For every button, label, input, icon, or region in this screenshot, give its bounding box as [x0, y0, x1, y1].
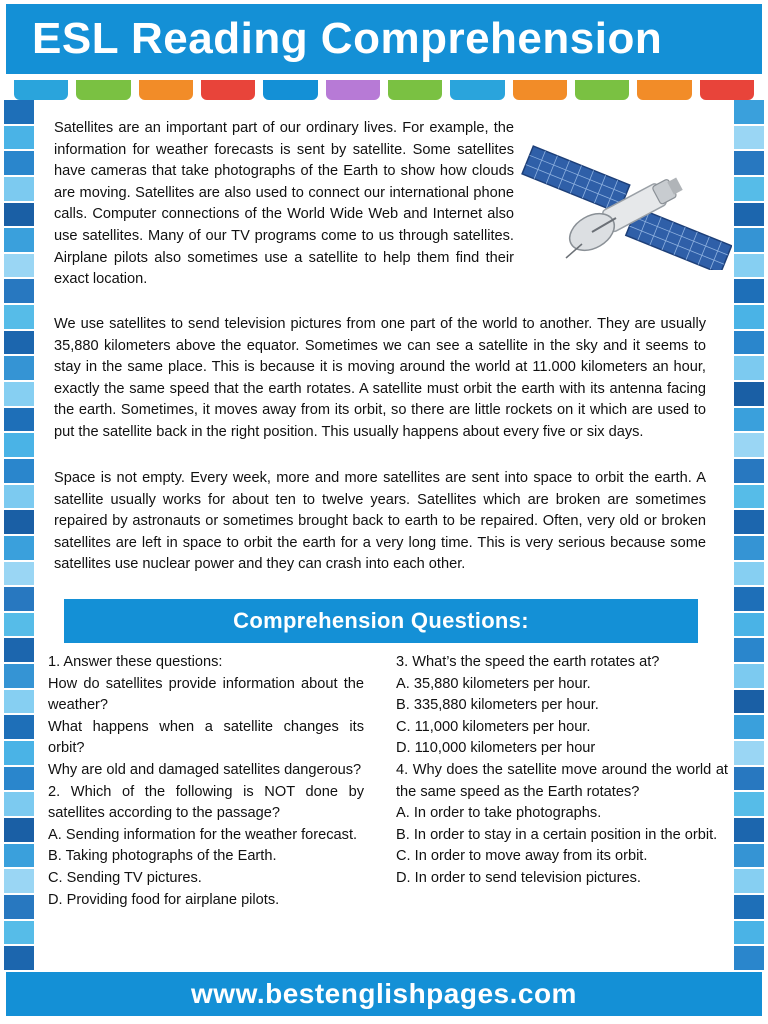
stripe-block — [734, 151, 764, 175]
stripe-block — [734, 485, 764, 509]
questions-right-column — [396, 652, 728, 890]
question-line: What happens when a satellite changes its orbit? — [48, 718, 364, 757]
question-line: D. In order to send television pictures. — [396, 869, 641, 886]
stripe-block — [4, 536, 34, 560]
stripe-block — [4, 792, 34, 816]
stripe-block — [4, 869, 34, 893]
stripe-block — [734, 946, 764, 970]
stripe-block — [4, 921, 34, 945]
stripe-block — [4, 818, 34, 842]
question-line: A. 35,880 kilometers per hour. — [396, 675, 591, 692]
stripe-block — [4, 844, 34, 868]
stripe-block — [734, 869, 764, 893]
stripe-block — [4, 741, 34, 765]
stripe-block — [734, 741, 764, 765]
color-tab — [513, 80, 567, 100]
stripe-block — [4, 433, 34, 457]
stripe-block — [4, 946, 34, 970]
stripe-block — [734, 228, 764, 252]
question-line: How do satellites provide information about the weather? — [48, 675, 364, 714]
question-line: 1. Answer these questions: — [48, 654, 223, 670]
stripe-block — [734, 203, 764, 227]
passage-paragraph-1: Satellites are an important part of our ordinary lives. For example, the information for weather forecasts is sent by satellite. Some satellites have cameras that take photographs of the Earth to show how clouds are moving. Satellites are also used to connect our international phone calls. Computer connections of the World Wide Web and Internet also use satellites. Many of our TV programs come to us through satellites. Airplane pilots also sometimes use a satellite to help them find their exact location. — [54, 120, 514, 288]
question-line: C. In order to move away from its orbit. — [396, 848, 648, 865]
color-tab — [326, 80, 380, 100]
color-tab — [76, 80, 130, 100]
right-border-stripe — [734, 100, 764, 970]
question-line: D. 110,000 kilometers per hour — [396, 740, 596, 757]
stripe-block — [734, 433, 764, 457]
color-tab — [201, 80, 255, 100]
question-line: 3. What’s the speed the earth rotates at? — [396, 654, 660, 670]
stripe-block — [4, 638, 34, 662]
stripe-block — [4, 279, 34, 303]
stripe-block — [4, 356, 34, 380]
stripe-block — [4, 331, 34, 355]
stripe-block — [4, 100, 34, 124]
stripe-block — [4, 510, 34, 534]
question-line: 2. Which of the following is NOT done by satellites according to the passage? — [48, 783, 364, 822]
color-tab — [139, 80, 193, 100]
stripe-block — [734, 690, 764, 714]
question-line: B. Taking photographs of the Earth. — [48, 848, 277, 865]
question-line: A. In order to take photographs. — [396, 805, 602, 822]
color-tab — [450, 80, 504, 100]
stripe-block — [734, 844, 764, 868]
stripe-block — [4, 767, 34, 791]
page-title: ESL Reading Comprehension — [32, 14, 663, 63]
stripe-block — [734, 818, 764, 842]
stripe-block — [4, 459, 34, 483]
stripe-block — [4, 895, 34, 919]
question-line: 4. Why does the satellite move around the world at the same speed as the Earth rotates? — [396, 761, 728, 800]
left-border-stripe — [4, 100, 34, 970]
passage-paragraph-2: We use satellites to send television pictures from one part of the world to another. They are usually 35,880 kilometers above the equator. Sometimes we can see a satellite in the sky and it seems to stay in the same place. This is because it is moving around the world at 11.000 kilometers an hour, exactly the same speed that the earth rotates. A satellite must orbit the earth with its antenna facing the earth. Sometimes, it moves away from its orbit, so there are little rockets on it which are used to put the satellite back in the right position. This usually happens about every five or six days. — [54, 316, 706, 440]
stripe-block — [734, 562, 764, 586]
footer-url[interactable]: www.bestenglishpages.com — [6, 972, 762, 1016]
stripe-block — [734, 715, 764, 739]
question-line: B. In order to stay in a certain position in the orbit. — [396, 826, 718, 843]
stripe-block — [734, 792, 764, 816]
stripe-block — [4, 715, 34, 739]
stripe-block — [734, 356, 764, 380]
stripe-block — [4, 254, 34, 278]
color-tab — [263, 80, 317, 100]
page-header — [6, 4, 762, 74]
stripe-block — [734, 459, 764, 483]
stripe-block — [734, 279, 764, 303]
color-tab — [575, 80, 629, 100]
stripe-block — [734, 331, 764, 355]
stripe-block — [4, 305, 34, 329]
question-line: D. Providing food for airplane pilots. — [48, 891, 280, 908]
stripe-block — [4, 126, 34, 150]
stripe-block — [4, 587, 34, 611]
stripe-block — [734, 382, 764, 406]
stripe-block — [4, 151, 34, 175]
stripe-block — [734, 126, 764, 150]
question-line: C. 11,000 kilometers per hour. — [396, 718, 591, 735]
stripe-block — [734, 408, 764, 432]
stripe-block — [4, 690, 34, 714]
stripe-block — [734, 587, 764, 611]
stripe-block — [734, 767, 764, 791]
color-tab — [388, 80, 442, 100]
question-line: A. Sending information for the weather forecast. — [48, 826, 358, 843]
stripe-block — [4, 177, 34, 201]
passage-paragraph-3: Space is not empty. Every week, more and more satellites are sent into space to orbit the earth. A satellite usually works for about ten to twelve years. Satellites which are broken are sometimes repaired by astronauts or sometimes brought back to earth to be repaired. Often, very old or broken satellites are left in space to orbit the earth for a very long time. This is very serious because some satellites use nuclear power and they can crash into each other. — [54, 470, 706, 573]
stripe-block — [734, 100, 764, 124]
stripe-block — [4, 613, 34, 637]
stripe-block — [734, 921, 764, 945]
stripe-block — [734, 510, 764, 534]
question-line: C. Sending TV pictures. — [48, 869, 202, 886]
stripe-block — [734, 536, 764, 560]
stripe-block — [4, 382, 34, 406]
questions-banner: Comprehension Questions: — [64, 599, 698, 643]
stripe-block — [4, 228, 34, 252]
stripe-block — [734, 177, 764, 201]
color-tabs — [0, 80, 768, 102]
stripe-block — [734, 895, 764, 919]
stripe-block — [4, 408, 34, 432]
stripe-block — [734, 664, 764, 688]
question-line: Why are old and damaged satellites dangerous? — [48, 761, 362, 778]
stripe-block — [734, 638, 764, 662]
question-line: B. 335,880 kilometers per hour. — [396, 697, 599, 714]
stripe-block — [734, 613, 764, 637]
color-tab — [637, 80, 691, 100]
stripe-block — [4, 664, 34, 688]
stripe-block — [4, 203, 34, 227]
satellite-illustration — [520, 140, 732, 270]
color-tab — [700, 80, 754, 100]
stripe-block — [734, 305, 764, 329]
stripe-block — [4, 485, 34, 509]
questions-left-column — [48, 652, 364, 911]
worksheet-content — [36, 102, 732, 970]
stripe-block — [4, 562, 34, 586]
stripe-block — [734, 254, 764, 278]
color-tab — [14, 80, 68, 100]
